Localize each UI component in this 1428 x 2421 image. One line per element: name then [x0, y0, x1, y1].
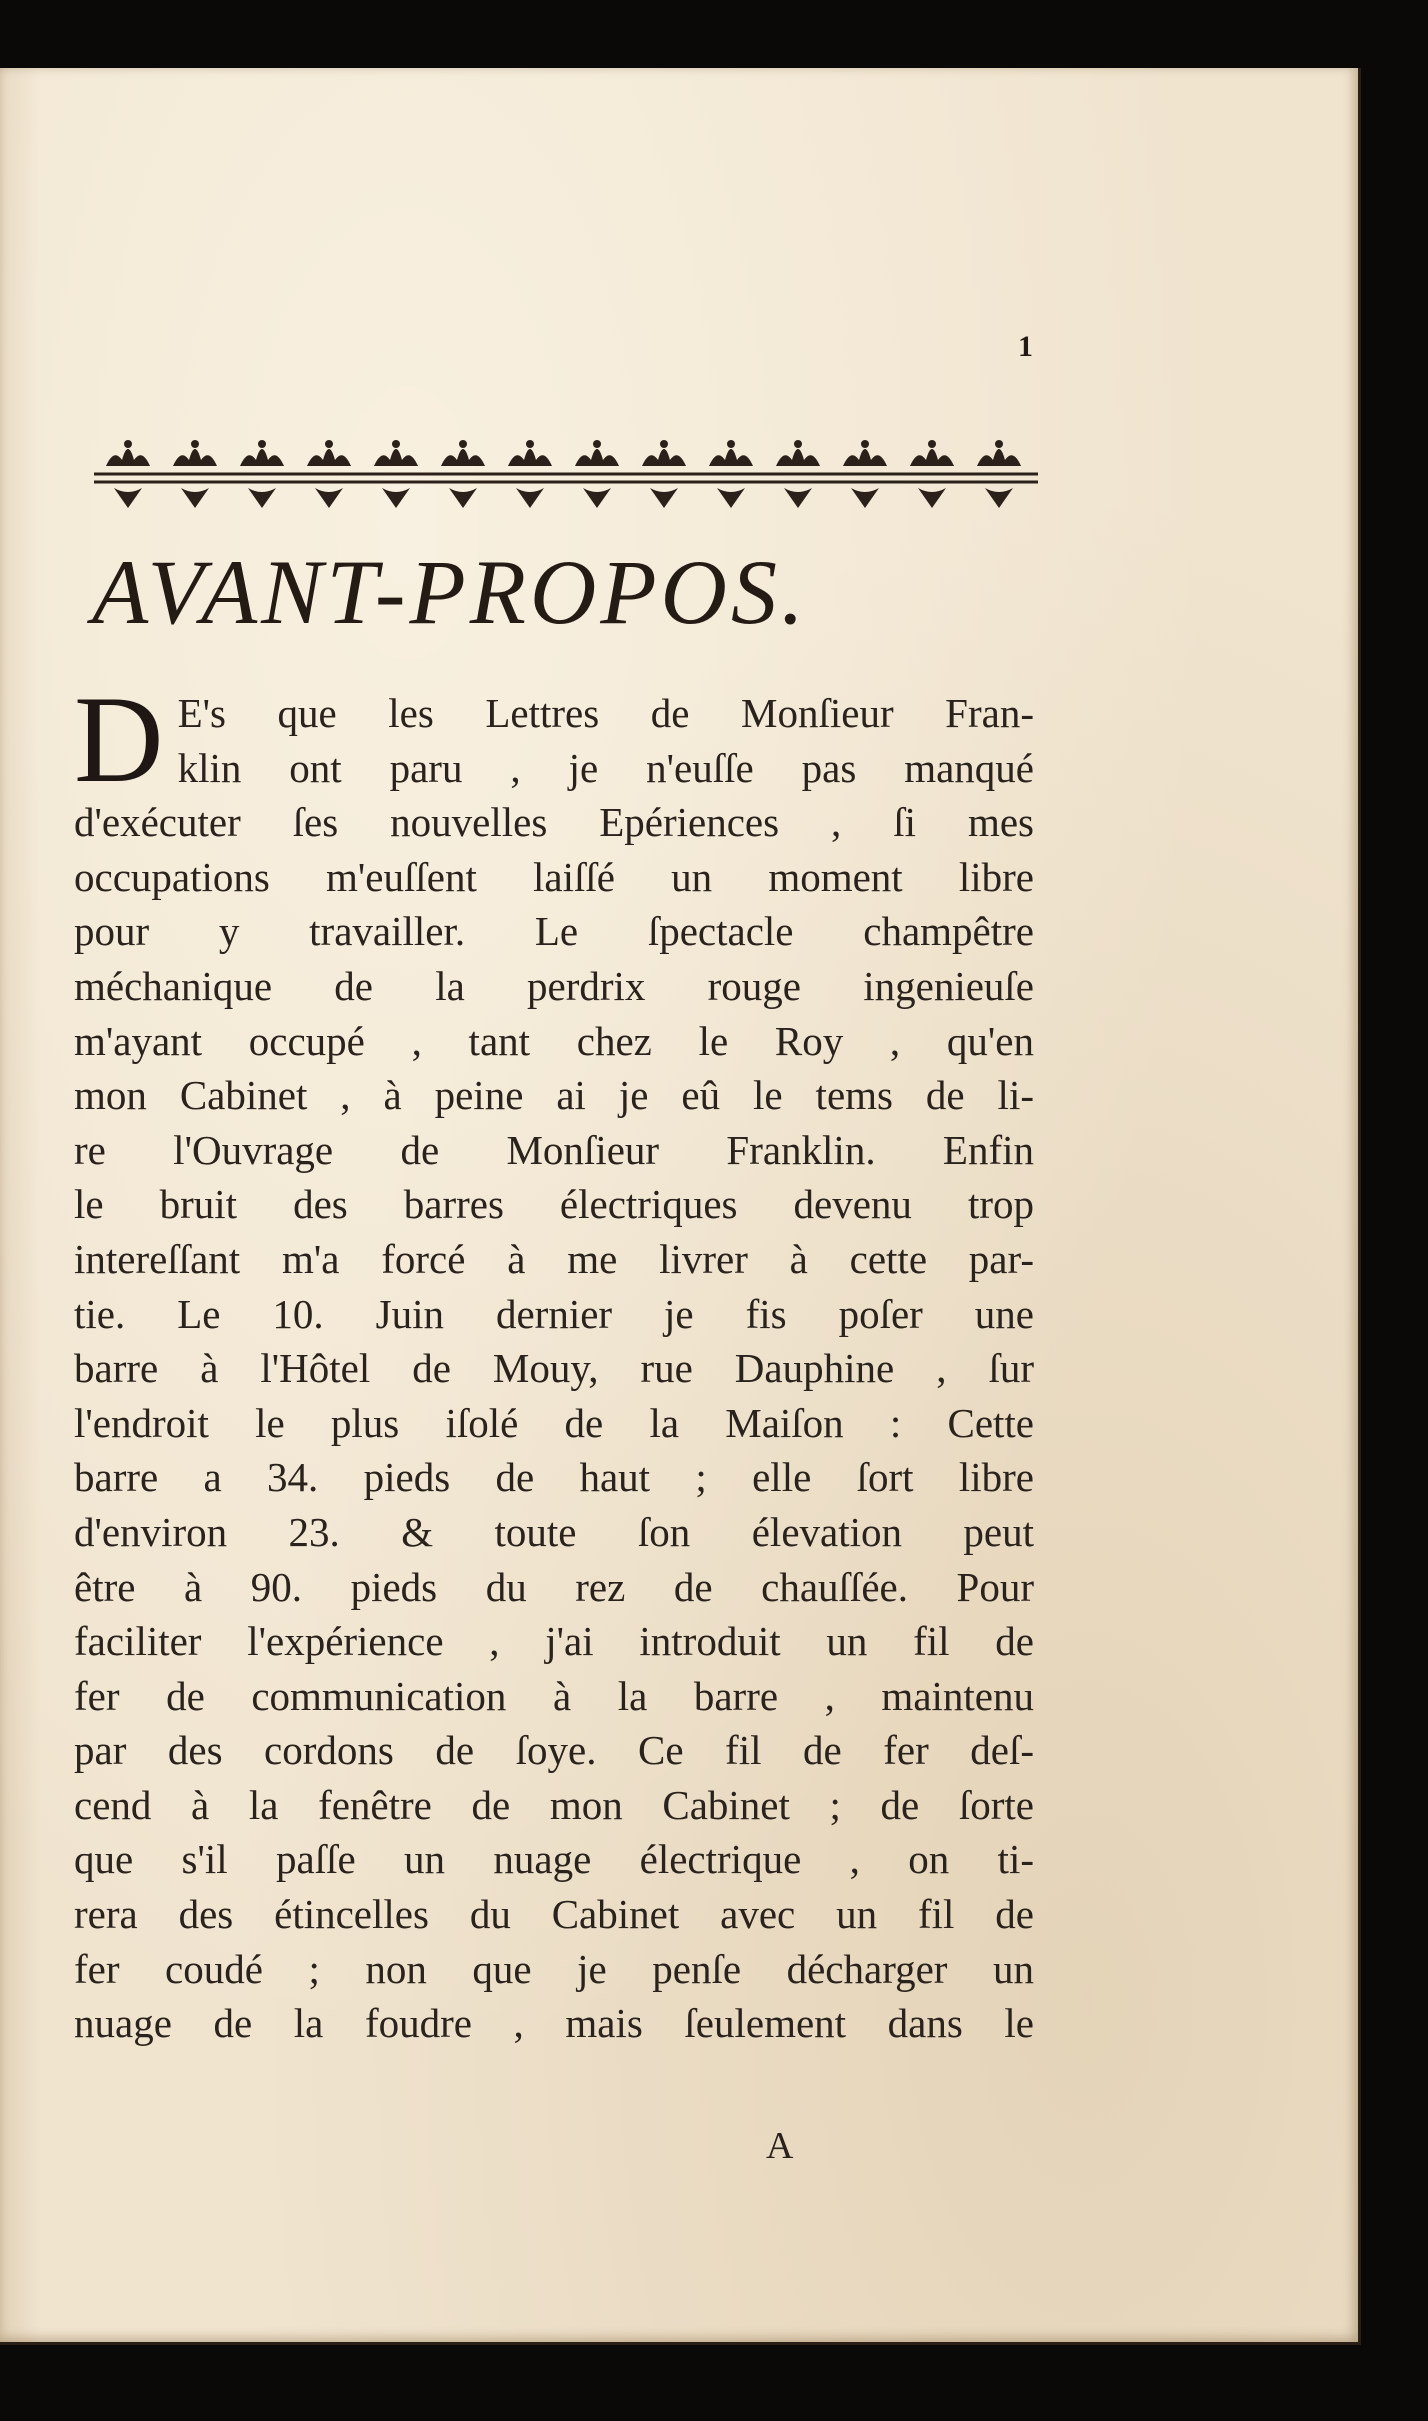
fleuron-dot — [124, 440, 132, 448]
body-line: fer coudé ; non que je penſe décharger un — [74, 1945, 1034, 1992]
fleuron-bottom — [248, 488, 276, 508]
body-line: être à 90. pieds du rez de chauſſée. Pour — [74, 1563, 1034, 1610]
fleuron-dot — [191, 440, 199, 448]
body-line: par des cordons de ſoye. Ce fil de fer deſ- — [74, 1727, 1034, 1774]
fleuron-top — [240, 449, 284, 466]
body-line: re l'Ouvrage de Monſieur Franklin. Enfin — [74, 1126, 1034, 1173]
body-line: fer de communication à la barre , maintenu — [74, 1672, 1034, 1719]
fleuron-dot — [794, 440, 802, 448]
fleuron-top — [173, 449, 217, 466]
fleuron-bottom — [985, 488, 1013, 508]
fleuron-top — [843, 449, 887, 466]
fleuron-top — [106, 449, 150, 466]
body-line: que s'il paſſe un nuage électrique , on ti- — [74, 1836, 1034, 1883]
fleuron-dot — [593, 440, 601, 448]
fleuron-dot — [928, 440, 936, 448]
fleuron-dot — [392, 440, 400, 448]
fleuron-dot — [258, 440, 266, 448]
drop-cap: D — [74, 671, 164, 808]
fleuron-bottom — [918, 488, 946, 508]
body-line: occupations m'euſſent laiſſé un moment libre — [74, 853, 1034, 900]
fleuron-bottom — [516, 488, 544, 508]
signature-mark: A — [766, 2125, 794, 2167]
body-line: faciliter l'expérience , j'ai introduit un fil de — [74, 1618, 1034, 1665]
body-lines — [74, 741, 1034, 2051]
fleuron-bottom — [583, 488, 611, 508]
fleuron-top — [776, 449, 820, 466]
body-line: barre a 34. pieds de haut ; elle ſort libre — [74, 1454, 1034, 1501]
fleuron-bottom — [181, 488, 209, 508]
fleuron-top — [642, 449, 686, 466]
fleuron-top — [374, 449, 418, 466]
fleuron-dot — [325, 440, 333, 448]
fleuron-bottom — [650, 488, 678, 508]
fleuron-dot — [459, 440, 467, 448]
page-number: 1 — [1018, 330, 1033, 363]
fleuron-bottom — [717, 488, 745, 508]
fleuron-bottom — [382, 488, 410, 508]
body-text — [74, 671, 1034, 2051]
body-line: m'ayant occupé , tant chez le Roy , qu'en — [74, 1017, 1034, 1064]
book-page — [0, 68, 1361, 2345]
fleuron-ornament-band — [94, 430, 1038, 520]
body-line: rera des étincelles du Cabinet avec un fil de — [74, 1891, 1034, 1938]
fleuron-top — [977, 449, 1021, 466]
body-line: nuage de la foudre , mais ſeulement dans le — [74, 2000, 1034, 2047]
body-line: méchanique de la perdrix rouge ingenieuſe — [74, 962, 1034, 1009]
body-line: cend à la fenêtre de mon Cabinet ; de ſorte — [74, 1781, 1034, 1828]
body-line: E's que les Lettres de Monſieur Fran- — [177, 690, 1034, 736]
fleuron-top — [307, 449, 351, 466]
fleuron-top — [709, 449, 753, 466]
body-line: intereſſant m'a forcé à me livrer à cette par- — [74, 1235, 1034, 1282]
fleuron-dot — [526, 440, 534, 448]
fleuron-bottom — [449, 488, 477, 508]
body-line: d'exécuter ſes nouvelles Epériences , ſi mes — [74, 799, 1034, 846]
body-line: mon Cabinet , à peine ai je eû le tems de li- — [74, 1072, 1034, 1119]
body-line: pour y travailler. Le ſpectacle champêtre — [74, 908, 1034, 955]
body-line: d'environ 23. & toute ſon élevation peut — [74, 1508, 1034, 1555]
fleuron-top — [575, 449, 619, 466]
fleuron-top — [508, 449, 552, 466]
fleuron-top — [441, 449, 485, 466]
fleuron-dot — [861, 440, 869, 448]
body-line: klin ont paru , je n'euſſe pas manqué — [177, 744, 1034, 791]
body-line: barre à l'Hôtel de Mouy, rue Dauphine , ſur — [74, 1345, 1034, 1392]
fleuron-bottom — [784, 488, 812, 508]
fleuron-dot — [660, 440, 668, 448]
fleuron-top — [910, 449, 954, 466]
body-line: tie. Le 10. Juin dernier je fis poſer une — [74, 1290, 1034, 1337]
fleuron-dot — [995, 440, 1003, 448]
fleuron-dot — [727, 440, 735, 448]
fleuron-bottom — [851, 488, 879, 508]
body-line: l'endroit le plus iſolé de la Maiſon : Cette — [74, 1399, 1034, 1446]
fleuron-bottom — [315, 488, 343, 508]
fleuron-bottom — [114, 488, 142, 508]
page-title: AVANT-PROPOS. — [92, 541, 808, 643]
body-line: le bruit des barres électriques devenu trop — [74, 1181, 1034, 1228]
